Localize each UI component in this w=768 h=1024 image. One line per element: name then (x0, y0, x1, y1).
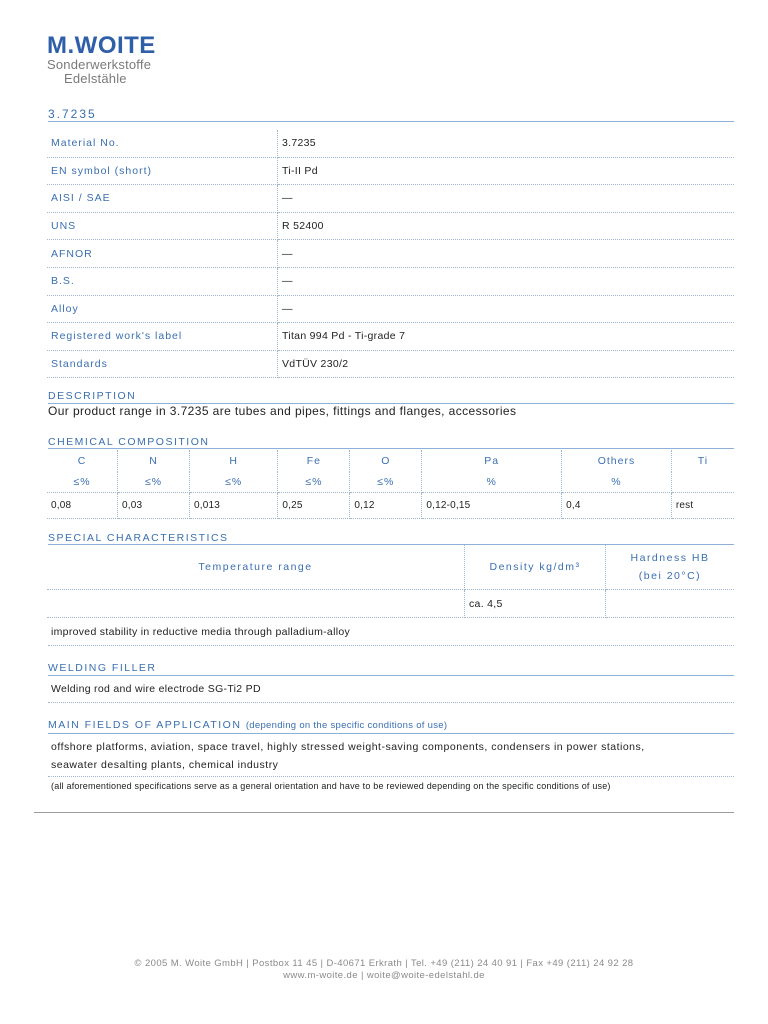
logo-line1: Sonderwerkstoffe (47, 57, 152, 72)
material-row (47, 212, 734, 240)
material-value: — (278, 267, 735, 295)
material-value: Ti-II Pd (278, 157, 735, 185)
material-value: 3.7235 (278, 130, 735, 157)
chemical-element: Pa (422, 450, 562, 472)
temperature-header: Temperature range (47, 545, 465, 590)
density-value: ca. 4,5 (465, 590, 606, 618)
special-heading: SPECIAL CHARACTERISTICS (48, 532, 229, 544)
hardness-value (606, 590, 735, 618)
applications-heading-note: (depending on the specific conditions of use) (245, 720, 448, 731)
chemical-element: O (350, 450, 422, 472)
material-value: Titan 994 Pd - Ti-grade 7 (278, 323, 735, 351)
company-logo (47, 34, 187, 90)
chemical-unit: ≤% (278, 472, 350, 493)
chemical-element: H (190, 450, 278, 472)
material-key: Alloy (47, 295, 278, 323)
applications-text-rule (48, 776, 734, 777)
material-value: — (278, 295, 735, 323)
chemical-unit (671, 472, 734, 493)
material-key: AISI / SAE (47, 185, 278, 213)
material-row (47, 240, 734, 268)
material-row (47, 295, 734, 323)
material-value: — (278, 240, 735, 268)
chemical-value: 0,013 (190, 493, 278, 519)
welding-heading: WELDING FILLER (48, 662, 157, 674)
material-key: Registered work's label (47, 323, 278, 351)
welding-text: Welding rod and wire electrode SG-Ti2 PD (51, 683, 261, 695)
material-key: Material No. (47, 130, 278, 157)
temperature-value (47, 590, 465, 618)
chemical-element: C (47, 450, 118, 472)
chemical-table (47, 450, 734, 519)
material-table (47, 130, 734, 378)
applications-rule (48, 733, 734, 734)
chemical-unit: ≤% (190, 472, 278, 493)
material-row (47, 350, 734, 378)
chemical-unit: % (562, 472, 672, 493)
welding-rule (48, 675, 734, 676)
chemical-value: 0,25 (278, 493, 350, 519)
footer (0, 958, 768, 982)
chemical-element: Ti (697, 455, 709, 467)
special-table (47, 545, 734, 618)
end-rule (34, 812, 734, 813)
hardness-header-line1: Hardness HB (630, 552, 710, 564)
chemical-element: N (118, 450, 190, 472)
material-key: AFNOR (47, 240, 278, 268)
footer-line2: www.m-woite.de | woite@woite-edelstahl.de (283, 970, 485, 981)
material-key: Standards (47, 350, 278, 378)
chemical-value: 0,08 (47, 493, 118, 519)
material-row (47, 130, 734, 157)
chemical-rule (48, 448, 734, 449)
applications-heading-text: MAIN FIELDS OF APPLICATION (48, 719, 242, 731)
chemical-heading: CHEMICAL COMPOSITION (48, 436, 210, 448)
applications-line1: offshore platforms, aviation, space travel, highly stressed weight-saving components, condensers in power stations, (51, 741, 645, 753)
material-row (47, 185, 734, 213)
chemical-value: 0,03 (118, 493, 190, 519)
material-row (47, 267, 734, 295)
material-row (47, 323, 734, 351)
chemical-value: 0,4 (562, 493, 672, 519)
chemical-element: Fe (278, 450, 350, 472)
page-title: 3.7235 (48, 107, 97, 121)
applications-line2: seawater desalting plants, chemical industry (51, 759, 279, 771)
chemical-unit: ≤% (118, 472, 190, 493)
material-value: VdTÜV 230/2 (278, 350, 735, 378)
disclaimer: (all aforementioned specifications serve as a general orientation and have to be reviewed depending on the specific conditions of use) (51, 781, 611, 791)
description-text: Our product range in 3.7235 are tubes and pipes, fittings and flanges, accessories (48, 404, 517, 418)
footer-line1: © 2005 M. Woite GmbH | Postbox 11 45 | D-40671 Erkrath | Tel. +49 (211) 24 40 91 | Fax +49 (211) 24 92 28 (134, 958, 634, 969)
material-value: — (278, 185, 735, 213)
material-key: EN symbol (short) (47, 157, 278, 185)
chemical-unit: ≤% (350, 472, 422, 493)
chemical-value: 0,12 (350, 493, 422, 519)
description-heading: DESCRIPTION (48, 390, 137, 402)
special-note-rule (48, 645, 734, 646)
material-value: R 52400 (278, 212, 735, 240)
hardness-header-line2: (bei 20°C) (638, 570, 702, 582)
material-key: B.S. (47, 267, 278, 295)
chemical-unit: % (422, 472, 562, 493)
material-key: UNS (47, 212, 278, 240)
chemical-unit: ≤% (47, 472, 118, 493)
chemical-value: 0,12-0,15 (422, 493, 562, 519)
chemical-value: rest (671, 493, 734, 519)
material-row (47, 157, 734, 185)
chemical-element: Others (562, 450, 672, 472)
hardness-header (606, 545, 735, 590)
applications-heading (48, 719, 447, 731)
title-rule (48, 121, 734, 122)
logo-brand: M.WOITE (47, 32, 156, 59)
logo-line2: Edelstähle (64, 71, 127, 86)
special-note: improved stability in reductive media through palladium-alloy (51, 626, 351, 638)
density-header: Density kg/dm³ (465, 545, 606, 590)
welding-text-rule (48, 702, 734, 703)
